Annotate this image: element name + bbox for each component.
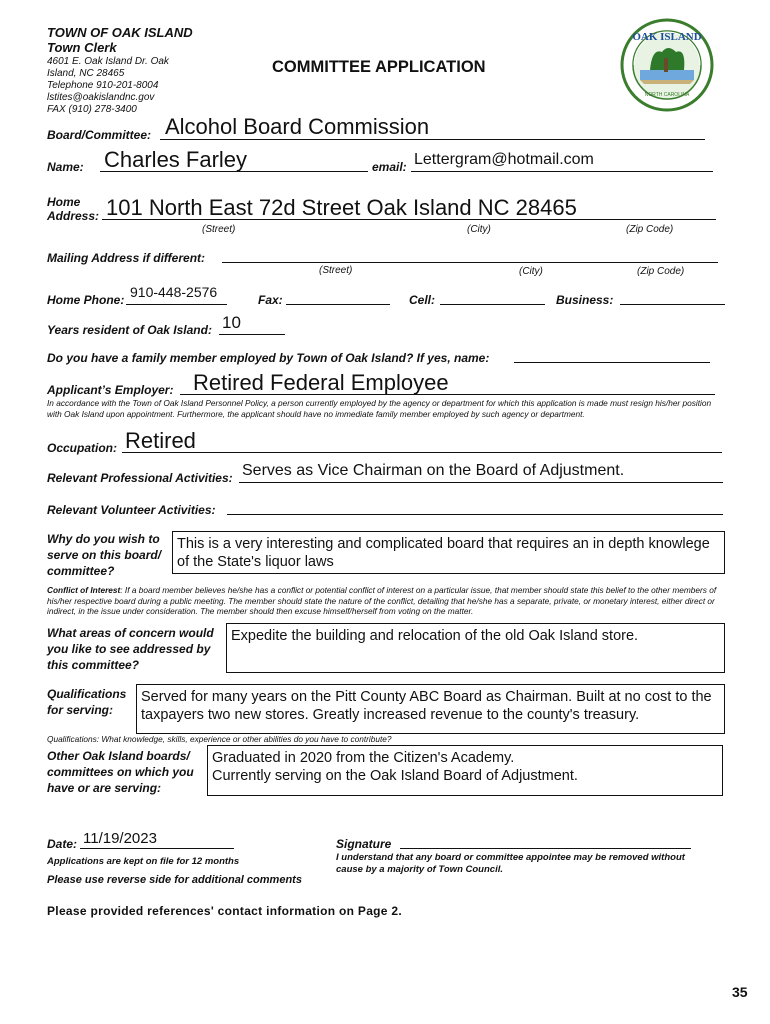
volunteer-label: Relevant Volunteer Activities: [47,503,216,517]
board-field[interactable]: Alcohol Board Commission [165,114,430,139]
appointee-note: I understand that any board or committee appointee may be removed without cause by a majority of Town Council. [336,852,685,875]
mailing-city-hint: (City) [519,266,543,277]
employer-field[interactable]: Retired Federal Employee [193,370,449,395]
board-label: Board/Committee: [47,128,152,142]
family-member-field[interactable] [514,362,710,363]
name-label: Name: [47,160,84,174]
address-line-1: 4601 E. Oak Island Dr. Oak [47,56,169,67]
qualifications-label: Qualifications for serving: [47,687,127,717]
other-boards-line-2: Currently serving on the Oak Island Board of Adjustment. [212,768,578,784]
policy-note: In accordance with the Town of Oak Island Personnel Policy, a person currently employed by the agency or department for which this application is made must resign his/her position with Oak Island upon appointment. Furthermore, the applicant should have no immediate family member employed by such agency or department. [47,398,712,419]
qualifications-note: Qualifications: What knowledge, skills, experience or other abilities do you have to contribute? [47,734,392,744]
clerk-fax: FAX (910) 278-3400 [47,104,137,115]
file-note: Applications are kept on file for 12 months [47,856,240,867]
city-hint: (City) [467,224,491,235]
town-seal-icon [620,18,714,112]
mailing-label: Mailing Address if different: [47,251,206,265]
street-hint: (Street) [202,224,236,235]
volunteer-field[interactable] [227,514,723,515]
svg-text:OAK ISLAND: OAK ISLAND [632,31,702,43]
department-name: Town Clerk [47,40,117,55]
home-label: Home [47,195,81,209]
business-phone-field[interactable] [620,304,725,305]
home-address-field[interactable]: 101 North East 72d Street Oak Island NC 28465 [106,195,577,220]
years-field[interactable]: 10 [222,313,241,332]
conflict-text: : If a board member believes he/she has a conflict or potential conflict of interest on a particular issue, that member should state this belief to the other members of his/her respective board during a public meeting. The member should state the nature of the conflict, detailing that he/she has a separate, private, or monetary interest, either direct or indirect, in the issue under consideration. The member should then excuse himself/herself from voting on the matter. [47,585,717,616]
why-box[interactable] [172,531,725,574]
page-title: COMMITTEE APPLICATION [272,58,486,76]
clerk-phone: Telephone 910-201-8004 [47,80,159,91]
employer-label: Applicant’s Employer: [47,383,174,397]
cell-label: Cell: [409,293,436,307]
name-field[interactable]: Charles Farley [104,147,248,172]
email-label: email: [372,160,407,174]
mailing-address-field[interactable] [222,262,718,263]
conflict-title: Conflict of Interest [47,585,121,595]
years-label: Years resident of Oak Island: [47,323,212,337]
why-label: Why do you wish to serve on this board/ committee? [47,532,162,578]
reverse-note: Please use reverse side for additional comments [47,874,302,886]
concern-box[interactable] [226,623,725,673]
email-field[interactable]: Lettergram@hotmail.com [414,151,594,168]
professional-label: Relevant Professional Activities: [47,471,233,485]
address-line-2: Island, NC 28465 [47,68,125,79]
mailing-zip-hint: (Zip Code) [637,266,685,277]
occupation-field[interactable]: Retired [125,428,196,453]
fax-field[interactable] [286,304,390,305]
family-question: Do you have a family member employed by Town of Oak Island? If yes, name: [47,351,490,365]
town-name: TOWN OF OAK ISLAND [47,25,193,40]
svg-text:NORTH CAROLINA: NORTH CAROLINA [644,92,690,98]
zip-hint: (Zip Code) [626,224,674,235]
address-label: Address: [47,209,100,223]
fax-label: Fax: [258,293,283,307]
date-label: Date: [47,837,78,851]
qualifications-text: Served for many years on the Pitt County ABC Board as Chairman. Built at no cost to the taxpayers two new stores. Greatly increased revenue to the county's treasury. [141,689,712,723]
references-note: Please provided references' contact information on Page 2. [47,904,403,918]
other-boards-line-1: Graduated in 2020 from the Citizen's Academy. [212,750,515,766]
other-boards-label: Other Oak Island boards/ committees on which you have or are serving: [47,749,194,795]
qualifications-box[interactable] [136,684,725,734]
mailing-street-hint: (Street) [319,265,353,276]
business-label: Business: [556,293,614,307]
why-text: This is a very interesting and complicated board that requires an in depth knowlege of the State's liquor laws [177,536,710,570]
cell-field[interactable] [440,304,545,305]
other-boards-box[interactable] [207,745,723,796]
date-field[interactable]: 11/19/2023 [83,830,157,847]
clerk-email: lstites@oakislandnc.gov [47,92,155,103]
concern-text: Expedite the building and relocation of the old Oak Island store. [231,628,639,644]
page-number: 35 [732,984,748,1000]
professional-field[interactable]: Serves as Vice Chairman on the Board of Adjustment. [242,462,625,479]
conflict-note [47,585,717,617]
signature-field[interactable] [400,848,691,849]
home-phone-label: Home Phone: [47,293,125,307]
home-phone-field[interactable]: 910-448-2576 [130,284,218,300]
concern-label: What areas of concern would you like to see addressed by this committee? [47,626,214,672]
signature-label: Signature [336,837,392,851]
occupation-label: Occupation: [47,441,118,455]
